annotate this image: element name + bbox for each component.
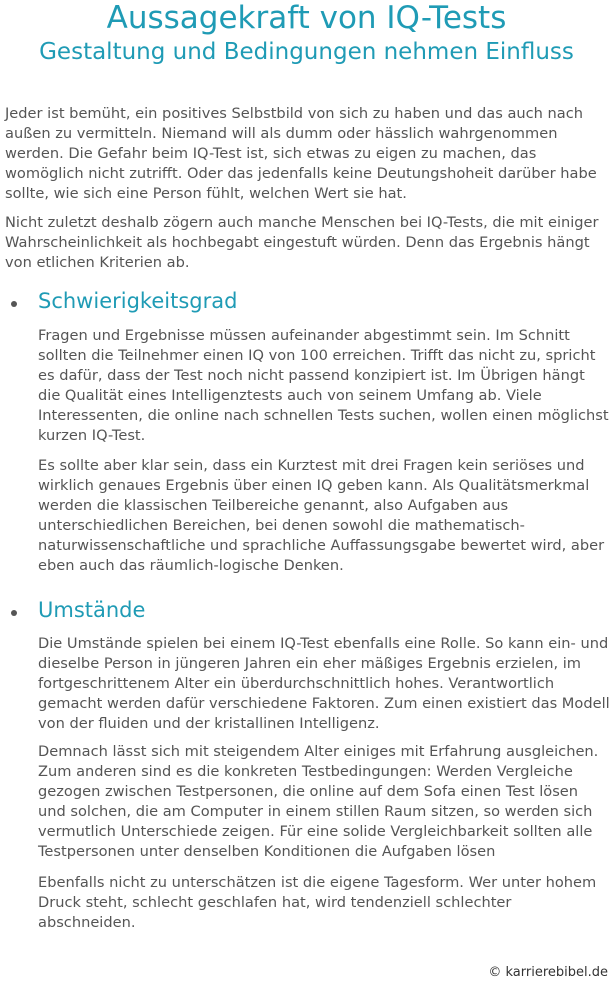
intro-paragraph: Nicht zuletzt deshalb zögern auch manche Menschen bei IQ-Tests, die mit einiger Wahrscheinlichkeit als hochbegabt eingestuft würden. Denn das Ergebnis hängt von etlichen Kriterien ab. bbox=[5, 214, 599, 271]
intro-paragraph: Jeder ist bemüht, ein positives Selbstbild von sich zu haben und das auch nach außen zu vermitteln. Niemand will als dumm oder hässlich wahrgenommen werden. Die Gefahr beim IQ-Test ist, sich etwas zu eigen zu machen, das womöglich nicht zutrifft. Oder das jedenfalls keine Deutungshoheit darüber habe sollte, wie sich eine Person fühlt, welchen Wert sie hat. bbox=[5, 105, 597, 202]
section-paragraph: Die Umstände spielen bei einem IQ-Test ebenfalls eine Rolle. So kann ein- und dieselbe Person in jüngeren Jahren ein eher mäßiges Ergebnis erzielen, im fortgeschrittenem Alter ein überdurchschnittlich hohes. Verantwortlich gemacht werden dafür verschiedene Faktoren. Zum einen existiert das Modell von der fluiden und der kristallinen Intelligenz. bbox=[38, 635, 610, 732]
bullet-dot-icon bbox=[11, 610, 17, 616]
page-title: Aussagekraft von IQ-Tests bbox=[106, 0, 507, 36]
section-paragraph: Es sollte aber klar sein, dass ein Kurztest mit drei Fragen kein seriöses und wirklich genaues Ergebnis über einen IQ geben kann. Als Qualitätsmerkmal werden die klassischen Teilbereiche genannt, also Aufgaben aus unterschiedlichen Bereichen, bei denen sowohl die mathematisch-naturwissenschaftliche und sprachliche Auffassungsgabe bewertet wird, aber eben auch das räumlich-logische Denken. bbox=[38, 457, 605, 574]
section-paragraph: Demnach lässt sich mit steigendem Alter einiges mit Erfahrung ausgleichen. Zum anderen sind es die konkreten Testbedingungen: Werden Vergleiche gezogen zwischen Testpersonen, die online auf dem Sofa einen Test lösen und solchen, die am Computer in einem stillen Raum sitzen, so werden sich vermutlich Unterschiede zeigen. Für eine solide Vergleichbarkeit sollten alle Testpersonen unter denselben Konditionen die Aufgaben lösen bbox=[38, 743, 599, 860]
section-heading-umstaende: Umstände bbox=[38, 598, 146, 622]
section-paragraph: Fragen und Ergebnisse müssen aufeinander abgestimmt sein. Im Schnitt sollten die Teilnehmer einen IQ von 100 erreichen. Trifft das nicht zu, spricht es dafür, dass der Test noch nicht passend konzipiert ist. Im Übrigen hängt die Qualität eines Intelligenztests auch von seinem Umfang ab. Viele Interessenten, die online nach schnellen Tests suchen, wollen einen möglichst kurzen IQ-Test. bbox=[38, 327, 609, 444]
copyright-credit: © karrierebibel.de bbox=[488, 965, 608, 980]
section-paragraph: Ebenfalls nicht zu unterschätzen ist die eigene Tagesform. Wer unter hohem Druck steht, schlecht geschlafen hat, wird tendenziell schlechter abschneiden. bbox=[38, 874, 597, 931]
page-subtitle: Gestaltung und Bedingungen nehmen Einfluss bbox=[39, 39, 574, 65]
section-heading-schwierigkeitsgrad: Schwierigkeitsgrad bbox=[38, 289, 238, 313]
bullet-dot-icon bbox=[11, 301, 17, 307]
